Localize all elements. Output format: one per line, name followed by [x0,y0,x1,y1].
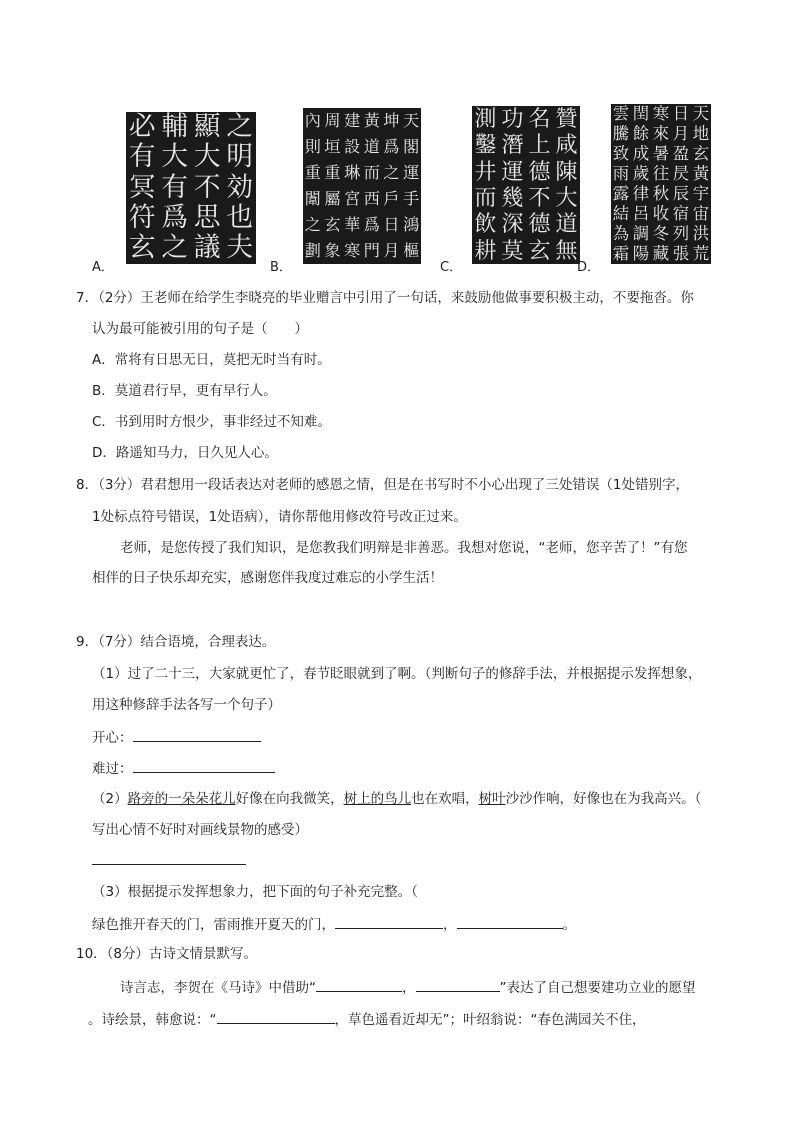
calligraphy-character: 宙 [692,203,710,223]
calligraphy-character: 議 [193,232,221,264]
calligraphy-character: 門 [363,240,380,260]
calligraphy-column [613,104,629,264]
calligraphy-character: 琳 [344,162,361,182]
calligraphy-character: 重 [324,162,341,182]
calligraphy-character: 潛 [501,132,524,159]
calligraphy-column [528,106,550,264]
calligraphy-character: 則 [304,136,321,156]
option-b-letter: B． [270,260,292,275]
q10-blank-2[interactable] [416,977,500,992]
q9-part3-blank-2[interactable] [457,914,563,929]
calligraphy-character: 宿 [672,203,690,223]
calligraphy-character: 大 [193,141,221,173]
calligraphy-character: 為 [612,223,630,243]
calligraphy-character: 明 [226,141,254,173]
calligraphy-character: 致 [612,143,630,163]
calligraphy-character: 贊 [555,106,578,133]
q10-line1-prefix: 诗言志，李贺在《马诗》中借助“ [120,980,316,996]
sad-answer-blank[interactable] [133,758,275,773]
calligraphy-character: 劃 [304,240,321,260]
calligraphy-character: 戶 [383,188,400,208]
q9-part1-line1: （1）过了二十三，大家就更忙了，春节眨眼就到了啊。（判断句子的修辞手法，并根据提示发挥想象， [92,666,702,682]
calligraphy-column [653,104,669,264]
calligraphy-character: 月 [672,123,690,143]
calligraphy-character: 秋 [652,183,670,203]
calligraphy-column [226,112,253,264]
q9-part2-line2: 写出心情不好时对画线景物的感受） [92,822,308,838]
calligraphy-character: 莫 [501,237,524,264]
calligraphy-character: 騰 [612,123,630,143]
q9-part3-blank-1[interactable] [335,914,443,929]
q9-part1-line2: 用这种修辞手法各写一个句子） [92,697,281,713]
calligraphy-character: 黃 [692,163,710,183]
calligraphy-character: 効 [226,171,254,203]
calligraphy-column [161,112,188,264]
calligraphy-column [633,104,649,264]
q10-line2-suffix: ，草色遥看近却无”；叶绍翁说：“春色满园关不住， [334,1012,646,1028]
q7-stem-line1: 7．（2分）王老师在给学生李晓亮的毕业赠言中引用了一句话，来鼓励他做事要积极主动，不要拖沓。你 [76,290,694,306]
q7-option-a[interactable]: A．常将有日思无日，莫把无时当有时。 [92,352,331,368]
calligraphy-column [194,112,221,264]
calligraphy-image-a[interactable] [126,112,256,264]
calligraphy-image-d[interactable] [611,104,711,264]
q10-line1 [120,977,696,997]
calligraphy-character: 閏 [632,104,650,123]
calligraphy-column [693,104,709,264]
happy-answer-blank[interactable] [133,727,261,742]
calligraphy-character: 昃 [672,163,690,183]
calligraphy-character: 建 [344,110,361,130]
calligraphy-character: 閣 [403,136,420,156]
calligraphy-character: 有 [161,171,189,203]
q7-option-d[interactable]: D．路遥知马力，日久见人心。 [92,445,278,461]
calligraphy-character: 地 [692,123,710,143]
q9-part2-answer-blank[interactable] [92,864,246,865]
calligraphy-character: 陳 [555,158,578,185]
q9-part2-line1 [92,790,701,808]
calligraphy-character: 顯 [193,112,221,142]
calligraphy-character: 玄 [528,237,551,264]
q9-part2-text-1: 好像在向我微笑， [235,791,344,807]
option-d-letter: D． [577,260,601,275]
underlined-birds: 树上的鸟儿 [343,791,412,807]
calligraphy-character: 冥 [128,171,156,203]
q10-line2 [88,1009,646,1029]
calligraphy-character: 必 [128,112,156,142]
q8-stem-line1: 8．（3分）君君想用一段话表达对老师的感恩之情，但是在书写时不小心出现了三处错误（1处错别字， [76,477,690,493]
calligraphy-character: 鴻 [403,214,420,234]
calligraphy-character: 列 [672,223,690,243]
calligraphy-character: 宮 [344,188,361,208]
calligraphy-character: 荒 [692,243,710,263]
calligraphy-character: 而 [474,185,497,212]
q9-sad-row [92,758,275,778]
calligraphy-character: 露 [612,183,630,203]
q8-paragraph-line2: 相伴的日子快乐却充实，感谢您伴我度过难忘的小学生活！ [92,570,443,586]
calligraphy-character: 手 [403,188,420,208]
q8-stem-line2: 1处标点符号错误，1处语病），请你帮他用修改符号改正过来。 [92,509,467,525]
calligraphy-character: 爲 [363,214,380,234]
q7-option-b[interactable]: B．莫道君行早，更有早行人。 [92,383,277,399]
option-c-letter: C． [440,260,463,275]
calligraphy-character: 餘 [632,123,650,143]
calligraphy-column [305,108,321,264]
q10-line2-prefix: 。诗绘景，韩愈说：“ [88,1012,217,1028]
q10-blank-1[interactable] [316,977,402,992]
calligraphy-character: 天 [403,110,420,130]
calligraphy-character: 成 [632,143,650,163]
calligraphy-character: 歲 [632,163,650,183]
happy-label: 开心： [92,730,133,746]
calligraphy-character: 象 [324,240,341,260]
calligraphy-character: 井 [474,158,497,185]
calligraphy-character: 思 [193,202,221,234]
calligraphy-character: 盈 [672,143,690,163]
calligraphy-image-b[interactable] [303,108,421,264]
calligraphy-character: 張 [672,243,690,263]
calligraphy-character: 道 [363,136,380,156]
calligraphy-character: 之 [304,214,321,234]
calligraphy-character: 屬 [324,188,341,208]
q9-part3-sentence [92,914,576,934]
calligraphy-character: 坤 [383,110,400,130]
calligraphy-character: 玄 [128,232,156,264]
calligraphy-character: 內 [304,110,321,130]
calligraphy-character: 雲 [612,104,630,123]
calligraphy-character: 測 [474,106,497,133]
calligraphy-character: 重 [304,162,321,182]
calligraphy-character: 有 [128,141,156,173]
calligraphy-character: 之 [383,162,400,182]
calligraphy-character: 月 [383,240,400,260]
calligraphy-character: 功 [501,106,524,133]
calligraphy-character: 黃 [363,110,380,130]
calligraphy-column [474,106,496,264]
calligraphy-character: 咸 [555,132,578,159]
calligraphy-character: 闈 [304,188,321,208]
calligraphy-character: 輔 [161,112,189,142]
calligraphy-character: 來 [652,123,670,143]
calligraphy-character: 玄 [324,214,341,234]
q9-part2-prefix: （2） [92,791,128,807]
q9-part2-text-3: 沙沙作响，好像也在为我高兴。（ [505,791,702,807]
calligraphy-character: 也 [226,202,254,234]
calligraphy-character: 日 [672,104,690,123]
calligraphy-character: 辰 [672,183,690,203]
calligraphy-column [501,106,523,264]
calligraphy-character: 運 [403,162,420,182]
q10-blank-3[interactable] [217,1009,335,1024]
calligraphy-character: 幾 [501,185,524,212]
calligraphy-character: 而 [363,162,380,182]
calligraphy-character: 律 [632,183,650,203]
calligraphy-character: 名 [528,106,551,133]
calligraphy-column [129,112,156,264]
calligraphy-character: 爲 [383,136,400,156]
calligraphy-character: 冬 [652,223,670,243]
underlined-leaves: 树叶 [478,791,506,807]
q9-part3-comma: ， [443,917,457,933]
calligraphy-character: 調 [632,223,650,243]
calligraphy-character: 周 [324,110,341,130]
calligraphy-character: 寒 [344,240,361,260]
option-a-letter: A． [92,260,114,275]
calligraphy-character: 樞 [403,240,420,260]
calligraphy-character: 玄 [692,143,710,163]
calligraphy-character: 符 [128,202,156,234]
calligraphy-column [324,108,340,264]
calligraphy-character: 收 [652,203,670,223]
q9-stem: 9．（7分）结合语境，合理表达。 [76,634,276,650]
calligraphy-character: 道 [555,211,578,238]
q9-happy-row [92,727,261,747]
q9-part3-prompt: 绿色推开春天的门，雷雨推开夏天的门， [92,917,335,933]
calligraphy-character: 結 [612,203,630,223]
q9-part3-stem: （3）根据提示发挥想象力，把下面的句子补充完整。（ [92,884,418,900]
calligraphy-character: 垣 [324,136,341,156]
calligraphy-character: 藏 [652,243,670,263]
calligraphy-character: 雨 [612,163,630,183]
calligraphy-character: 往 [652,163,670,183]
calligraphy-character: 之 [226,112,254,142]
q10-stem: 10．（8分）古诗文情景默写。 [76,946,258,962]
q10-line1-suffix: ”表达了自己想要建功立业的愿望 [499,980,696,996]
calligraphy-character: 大 [161,141,189,173]
calligraphy-character: 宇 [692,183,710,203]
calligraphy-character: 爲 [161,202,189,234]
calligraphy-column [344,108,360,264]
calligraphy-character: 不 [528,185,551,212]
calligraphy-character: 深 [501,211,524,238]
calligraphy-character: 陽 [632,243,650,263]
q8-paragraph-line1: 老师，是您传授了我们知识，是您教我们明辩是非善恶。我想对您说，“老师，您辛苦了！”有您 [120,540,688,556]
q7-option-c[interactable]: C．书到用时方恨少，事非经过不知难。 [92,414,331,430]
calligraphy-character: 設 [344,136,361,156]
calligraphy-character: 呂 [632,203,650,223]
calligraphy-character: 運 [501,158,524,185]
calligraphy-column [673,104,689,264]
calligraphy-character: 飲 [474,211,497,238]
q10-line1-comma: ， [402,980,416,996]
calligraphy-character: 寒 [652,104,670,123]
calligraphy-character: 鑿 [474,132,497,159]
calligraphy-character: 不 [193,171,221,203]
calligraphy-character: 霜 [612,243,630,263]
calligraphy-character: 天 [692,104,710,123]
calligraphy-column [364,108,380,264]
calligraphy-column [555,106,577,264]
calligraphy-character: 洪 [692,223,710,243]
q9-part2-text-2: 也在欢唱， [411,791,479,807]
calligraphy-character: 日 [383,214,400,234]
calligraphy-image-c[interactable] [472,106,580,264]
calligraphy-character: 西 [363,188,380,208]
sad-label: 难过： [92,761,133,777]
calligraphy-character: 大 [555,185,578,212]
calligraphy-character: 耕 [474,237,497,264]
q7-stem-line2: 认为最可能被引用的句子是（ ） [92,321,308,337]
calligraphy-character: 德 [528,211,551,238]
underlined-flowers: 路旁的一朵朵花儿 [127,791,236,807]
calligraphy-character: 夫 [226,232,254,264]
q9-part3-period: 。 [562,917,576,933]
calligraphy-character: 德 [528,158,551,185]
calligraphy-character: 華 [344,214,361,234]
calligraphy-character: 之 [161,232,189,264]
calligraphy-character: 暑 [652,143,670,163]
calligraphy-character: 無 [555,237,578,264]
calligraphy-character: 上 [528,132,551,159]
calligraphy-column [383,108,399,264]
calligraphy-column [403,108,419,264]
